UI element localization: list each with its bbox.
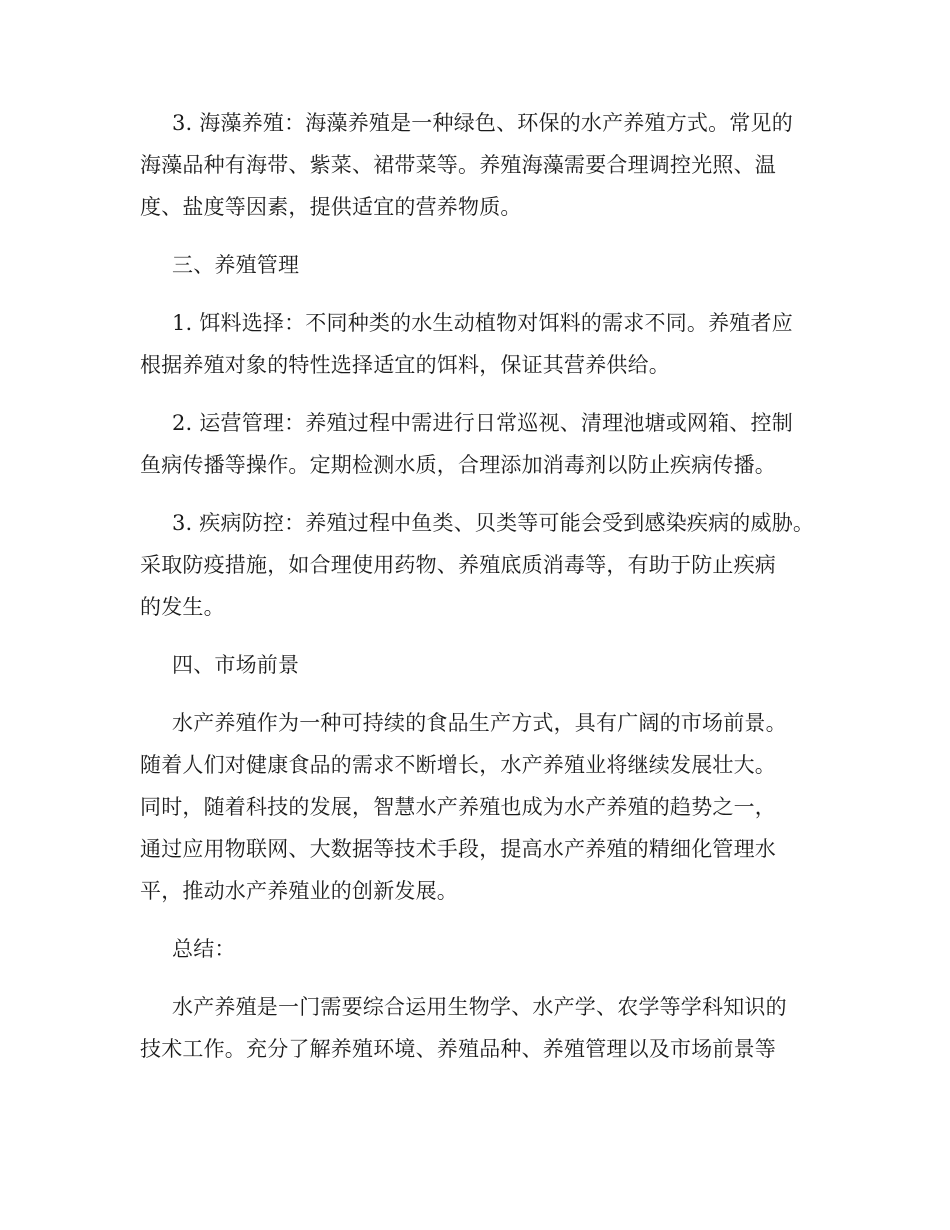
text-line: 水产养殖是一门需要综合运用生物学、水产学、农学等学科知识的 bbox=[172, 995, 787, 1019]
section-heading-farming-management: 三、养殖管理 bbox=[172, 253, 300, 277]
text-line: 平，推动水产养殖业的创新发展。 bbox=[140, 879, 458, 903]
text-line: 随着人们对健康食品的需求不断增长，水产养殖业将继续发展壮大。 bbox=[140, 753, 776, 777]
text-line: 2. 运营管理：养殖过程中需进行日常巡视、清理池塘或网箱、控制 bbox=[172, 411, 793, 435]
text-line: 1. 饵料选择：不同种类的水生动植物对饵料的需求不同。养殖者应 bbox=[172, 311, 793, 335]
text-line: 3. 海藻养殖：海藻养殖是一种绿色、环保的水产养殖方式。常见的 bbox=[172, 111, 793, 135]
text-line: 3. 疾病防控：养殖过程中鱼类、贝类等可能会受到感染疾病的威胁。 bbox=[172, 511, 815, 535]
text-line: 度、盐度等因素，提供适宜的营养物质。 bbox=[140, 195, 522, 219]
text-line: 水产养殖作为一种可持续的食品生产方式，具有广阔的市场前景。 bbox=[172, 711, 787, 735]
text-line: 同时，随着科技的发展，智慧水产养殖也成为水产养殖的趋势之一， bbox=[140, 795, 776, 819]
text-line: 鱼病传播等操作。定期检测水质，合理添加消毒剂以防止疾病传播。 bbox=[140, 453, 776, 477]
text-line: 的发生。 bbox=[140, 595, 225, 619]
text-line: 采取防疫措施，如合理使用药物、养殖底质消毒等，有助于防止疾病 bbox=[140, 553, 776, 577]
text-line: 通过应用物联网、大数据等技术手段，提高水产养殖的精细化管理水 bbox=[140, 837, 776, 861]
section-heading-summary: 总结： bbox=[172, 937, 236, 961]
section-heading-market-outlook: 四、市场前景 bbox=[172, 653, 300, 677]
text-line: 海藻品种有海带、紫菜、裙带菜等。养殖海藻需要合理调控光照、温 bbox=[140, 153, 776, 177]
text-line: 技术工作。充分了解养殖环境、养殖品种、养殖管理以及市场前景等 bbox=[140, 1037, 776, 1061]
text-line: 根据养殖对象的特性选择适宜的饵料，保证其营养供给。 bbox=[140, 353, 670, 377]
